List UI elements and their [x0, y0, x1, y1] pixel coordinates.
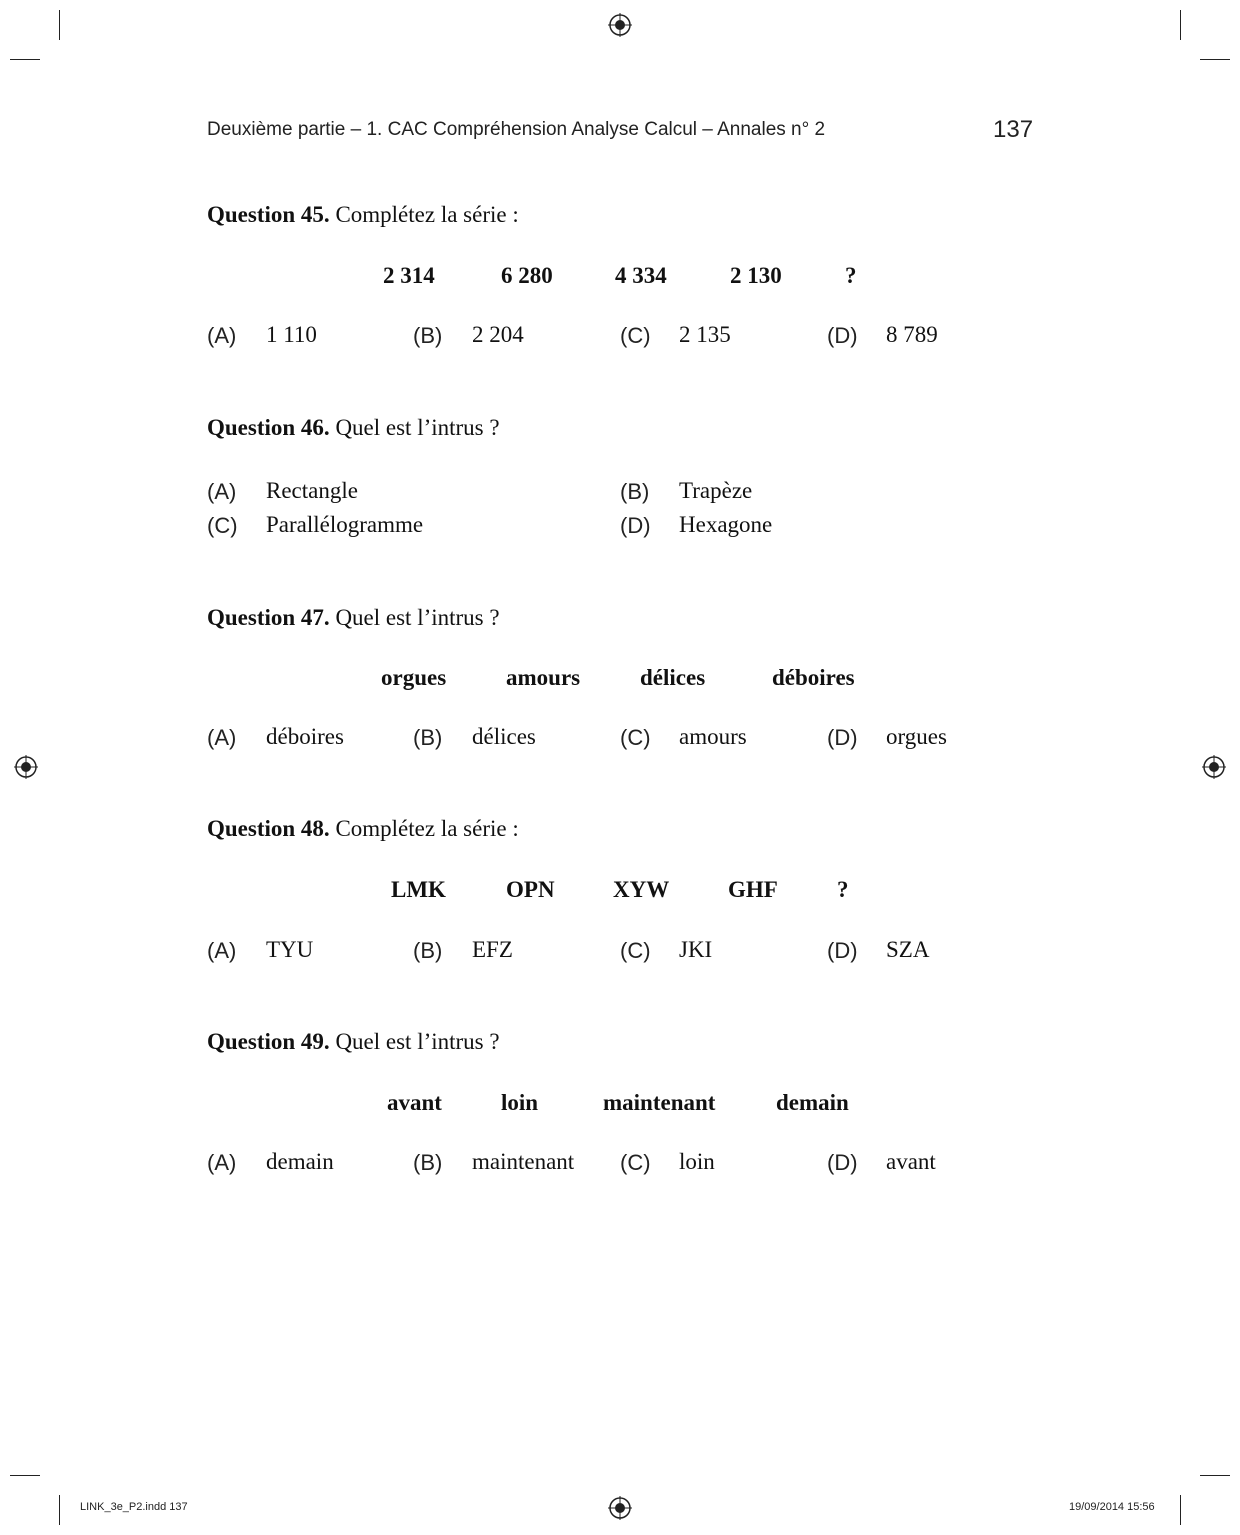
question-number: Question 48. — [207, 816, 330, 841]
crop-mark — [59, 1495, 60, 1525]
option-letter: (B) — [413, 725, 443, 750]
option-value: 8 789 — [886, 322, 938, 347]
option-letter: (A) — [207, 725, 237, 750]
question-number: Question 46. — [207, 415, 330, 440]
option-value: délices — [472, 724, 536, 749]
registration-mark-icon — [608, 1496, 632, 1520]
option-value: Hexagone — [679, 512, 773, 537]
sequence-item: 2 130 — [730, 263, 782, 288]
crop-mark — [10, 59, 40, 60]
sequence-item: avant — [387, 1090, 442, 1115]
option-value: 2 135 — [679, 322, 731, 347]
option-letter: (A) — [207, 1150, 237, 1175]
option-letter: (D) — [620, 513, 651, 538]
question-title — [207, 816, 519, 842]
option-value: Rectangle — [266, 478, 358, 503]
page-number: 137 — [993, 116, 1034, 143]
option-letter: (B) — [620, 479, 650, 504]
option-letter: (D) — [827, 323, 858, 348]
option-value: TYU — [266, 937, 314, 962]
sequence-item: demain — [776, 1090, 849, 1115]
question-prompt: Complétez la série : — [335, 816, 519, 841]
sequence-item: amours — [506, 665, 581, 690]
sequence-item: GHF — [728, 877, 778, 902]
option-letter: (C) — [620, 1150, 651, 1175]
sequence-item: LMK — [391, 877, 446, 902]
option-letter: (C) — [620, 323, 651, 348]
option-value: déboires — [266, 724, 344, 749]
sequence-item: déboires — [772, 665, 855, 690]
sequence-item: maintenant — [603, 1090, 716, 1115]
option-letter: (D) — [827, 725, 858, 750]
option-value: orgues — [886, 724, 947, 749]
crop-mark — [1200, 59, 1230, 60]
option-letter: (B) — [413, 938, 443, 963]
option-value: 1 110 — [266, 322, 317, 347]
crop-mark — [1200, 1475, 1230, 1476]
question-title — [207, 202, 519, 228]
sequence-item: délices — [640, 665, 706, 690]
sequence-item: loin — [501, 1090, 539, 1115]
slug-date: 19/09/2014 15:56 — [1069, 1501, 1155, 1513]
sequence-item: 6 280 — [501, 263, 553, 288]
registration-mark-icon — [1202, 755, 1226, 779]
crop-mark — [1180, 10, 1181, 40]
option-value: 2 204 — [472, 322, 524, 347]
option-value: EFZ — [472, 937, 513, 962]
sequence-item: 2 314 — [383, 263, 435, 288]
question-prompt: Quel est l’intrus ? — [335, 1029, 500, 1054]
question-number: Question 45. — [207, 202, 330, 227]
option-value: JKI — [679, 937, 713, 962]
option-value: demain — [266, 1149, 334, 1174]
question-title — [207, 1029, 500, 1055]
question-number: Question 49. — [207, 1029, 330, 1054]
question-prompt: Quel est l’intrus ? — [335, 605, 500, 630]
registration-mark-icon — [14, 755, 38, 779]
sequence-item: ? — [845, 263, 857, 288]
sequence-item: 4 334 — [615, 263, 667, 288]
question-title — [207, 605, 500, 631]
option-letter: (A) — [207, 479, 237, 504]
sequence-item: XYW — [613, 877, 670, 902]
crop-mark — [1180, 1495, 1181, 1525]
question-prompt: Quel est l’intrus ? — [335, 415, 500, 440]
option-letter: (C) — [620, 725, 651, 750]
option-value: avant — [886, 1149, 936, 1174]
option-letter: (A) — [207, 323, 237, 348]
option-value: Parallélogramme — [266, 512, 424, 537]
sequence-item: ? — [837, 877, 849, 902]
option-value: SZA — [886, 937, 930, 962]
option-value: maintenant — [472, 1149, 575, 1174]
question-prompt: Complétez la série : — [335, 202, 519, 227]
option-value: amours — [679, 724, 747, 749]
crop-mark — [10, 1475, 40, 1476]
sequence-item: orgues — [381, 665, 447, 690]
registration-mark-icon — [608, 13, 632, 37]
option-letter: (C) — [620, 938, 651, 963]
sequence-item: OPN — [506, 877, 555, 902]
option-letter: (C) — [207, 513, 238, 538]
question-number: Question 47. — [207, 605, 330, 630]
option-letter: (A) — [207, 938, 237, 963]
option-letter: (D) — [827, 938, 858, 963]
running-header: Deuxième partie – 1. CAC Compréhension Analyse Calcul – Annales n° 2 — [207, 119, 826, 140]
option-letter: (D) — [827, 1150, 858, 1175]
option-letter: (B) — [413, 323, 443, 348]
option-letter: (B) — [413, 1150, 443, 1175]
slug-filename: LINK_3e_P2.indd 137 — [80, 1501, 188, 1513]
option-value: loin — [679, 1149, 715, 1174]
option-value: Trapèze — [679, 478, 753, 503]
question-title — [207, 415, 500, 441]
crop-mark — [59, 10, 60, 40]
